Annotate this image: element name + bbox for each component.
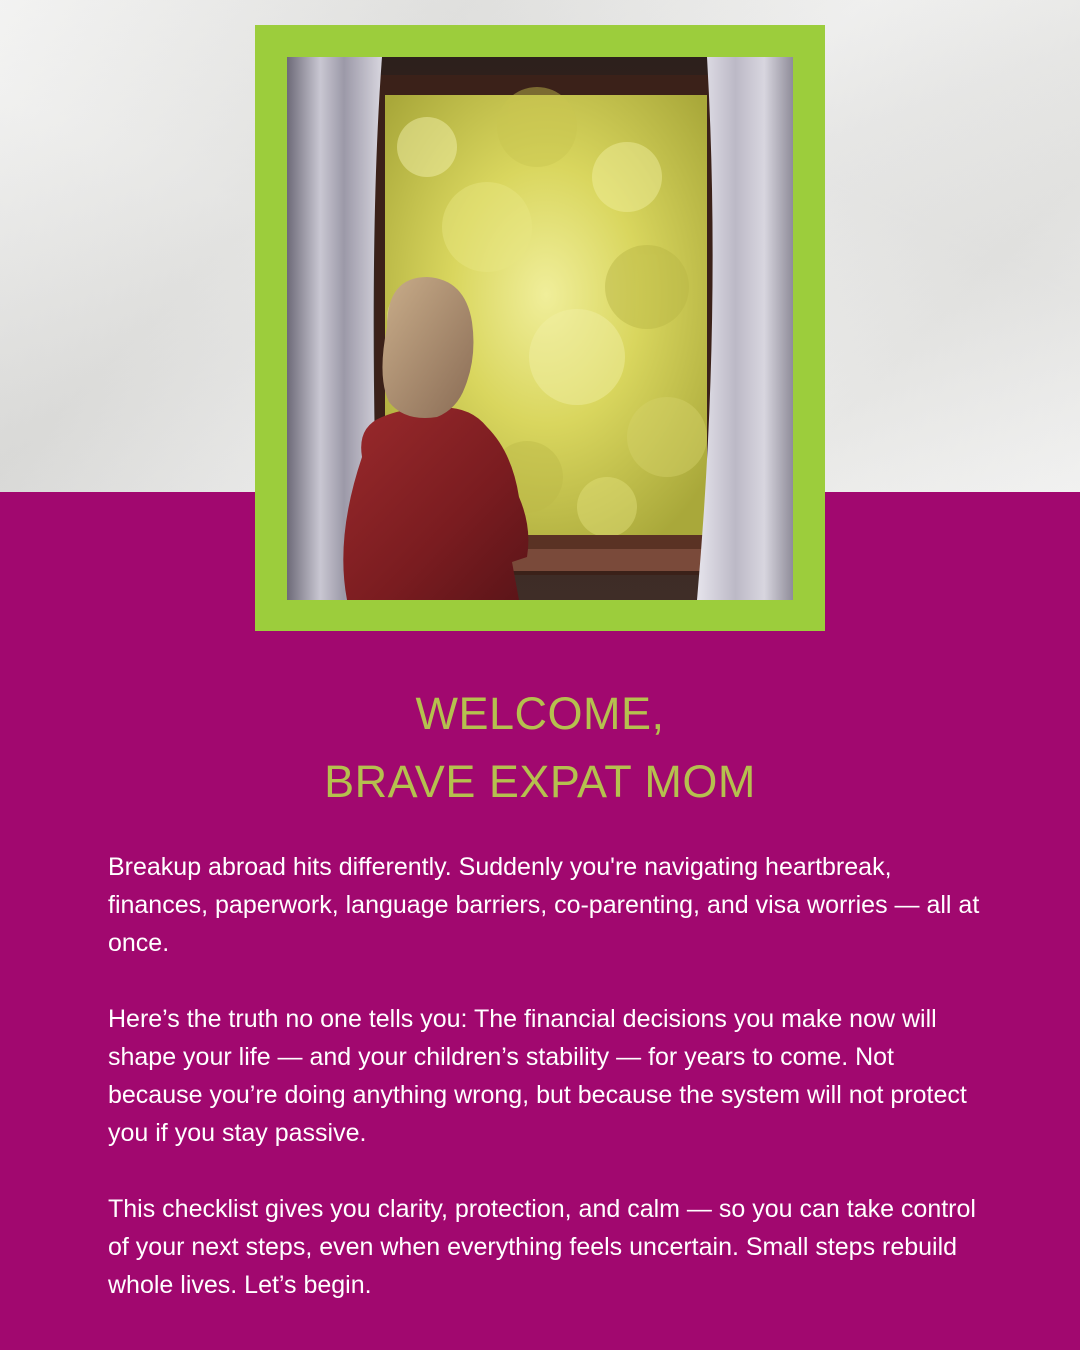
welcome-heading bbox=[0, 680, 1080, 816]
woman-at-window-photo bbox=[287, 57, 793, 600]
intro-text bbox=[108, 848, 988, 1342]
paragraph-checklist: This checklist gives you clarity, protection, and calm — so you can take control of your next steps, even when everything feels uncertain. Small steps rebuild whole lives. Let’s begin. bbox=[108, 1195, 976, 1299]
paragraph-breakup-abroad: Breakup abroad hits differently. Suddenly you're navigating heartbreak, finances, paperwork, language barriers, co-parenting, and visa worries — all at once. bbox=[108, 853, 980, 957]
heading-line-2: BRAVE EXPAT MOM bbox=[324, 756, 756, 807]
paragraph-truth: Here’s the truth no one tells you: The financial decisions you make now will shape your life — and your children’s stability — for years to come. Not because you’re doing anything wrong, but because the system will not protect you if you stay passive. bbox=[108, 1005, 967, 1147]
photo-frame bbox=[255, 25, 825, 631]
heading-line-1: WELCOME, bbox=[415, 688, 665, 739]
